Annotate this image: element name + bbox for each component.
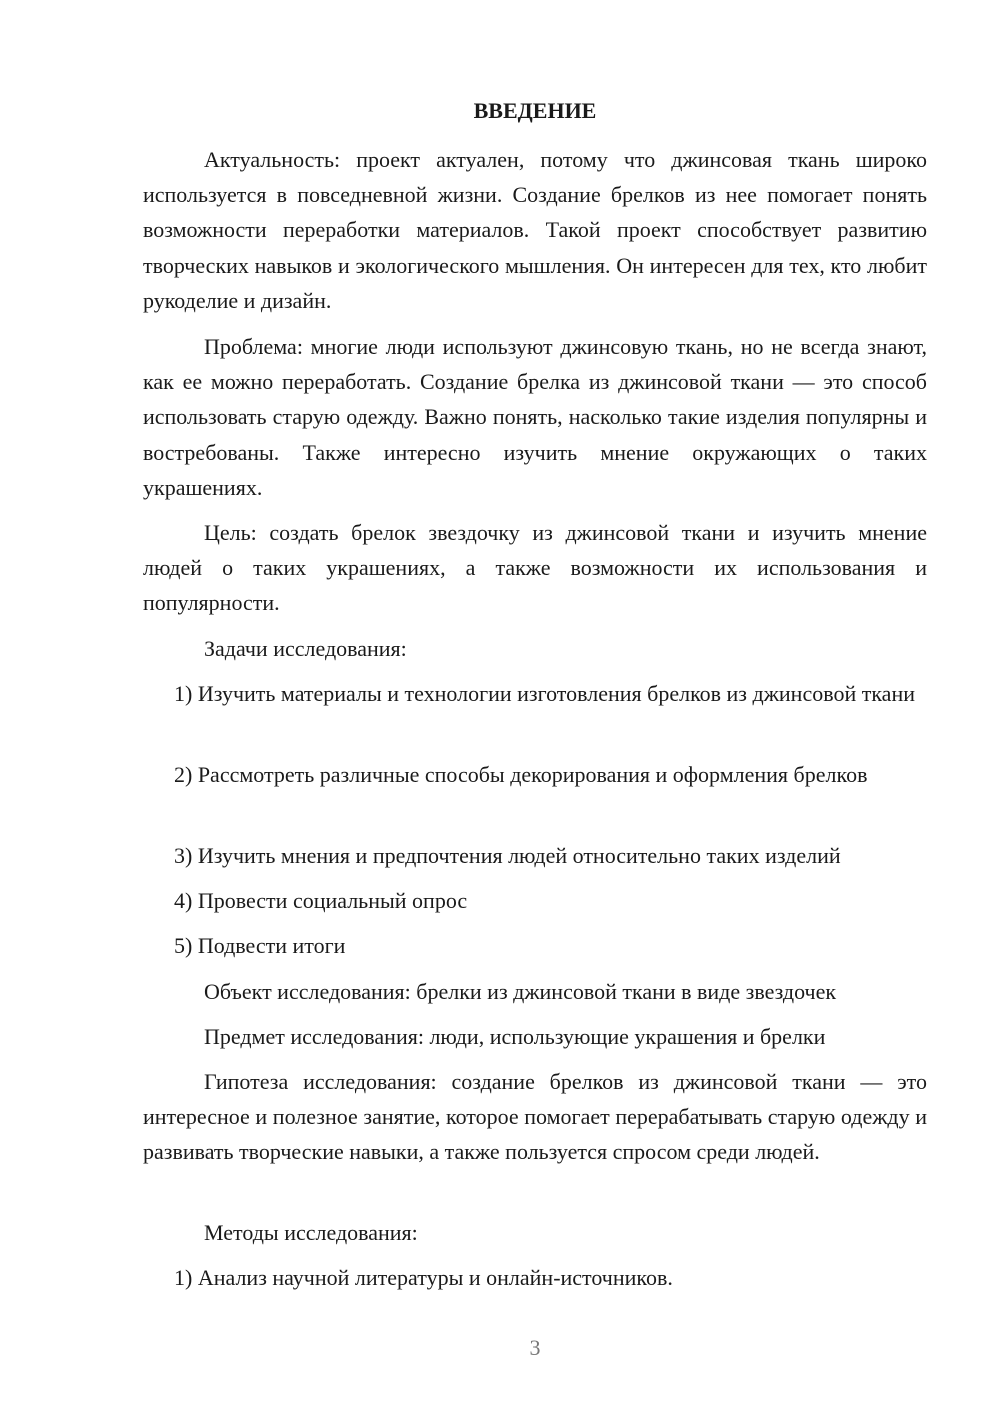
page-number: 3 xyxy=(529,1335,541,1360)
task-item: 1) Изучить материалы и технологии изготовления брелков из джинсовой ткани xyxy=(174,681,915,706)
subject-line: Предмет исследования: люди, использующие украшения и брелки xyxy=(204,1024,826,1049)
task-item: 5) Подвести итоги xyxy=(174,933,346,958)
task-item: 2) Рассмотреть различные способы декорирования и оформления брелков xyxy=(174,762,868,787)
task-item: 3) Изучить мнения и предпочтения людей относительно таких изделий xyxy=(174,843,841,868)
tasks-heading: Задачи исследования: xyxy=(204,636,407,661)
hypothesis-paragraph: Гипотеза исследования: создание брелков из джинсовой ткани — это интересное и полезное занятие, которое помогает перерабатывать старую одежду и развивать творческие навыки, а также пользуется спросом среди людей. xyxy=(143,1069,927,1165)
goal-paragraph: Цель: создать брелок звездочку из джинсовой ткани и изучить мнение людей о таких украшениях, а также возможности их использования и популярности. xyxy=(143,520,927,616)
relevance-paragraph: Актуальность: проект актуален, потому что джинсовая ткань широко используется в повседневной жизни. Создание брелков из нее помогает понять возможности переработки материалов. Такой проект способствует развитию творческих навыков и экологического мышления. Он интересен для тех, кто любит рукоделие и дизайн. xyxy=(143,147,927,313)
task-item: 4) Провести социальный опрос xyxy=(174,888,468,913)
methods-heading: Методы исследования: xyxy=(204,1220,418,1245)
method-item: 1) Анализ научной литературы и онлайн-источников. xyxy=(174,1265,673,1290)
object-line: Объект исследования: брелки из джинсовой ткани в виде звездочек xyxy=(204,979,837,1004)
problem-paragraph: Проблема: многие люди используют джинсовую ткань, но не всегда знают, как ее можно переработать. Создание брелка из джинсовой ткани — это способ использовать старую одежду. Важно понять, насколько такие изделия популярны и востребованы. Также интересно изучить мнение окружающих о таких украшениях. xyxy=(143,334,927,500)
page-title: ВВЕДЕНИЕ xyxy=(473,98,597,123)
